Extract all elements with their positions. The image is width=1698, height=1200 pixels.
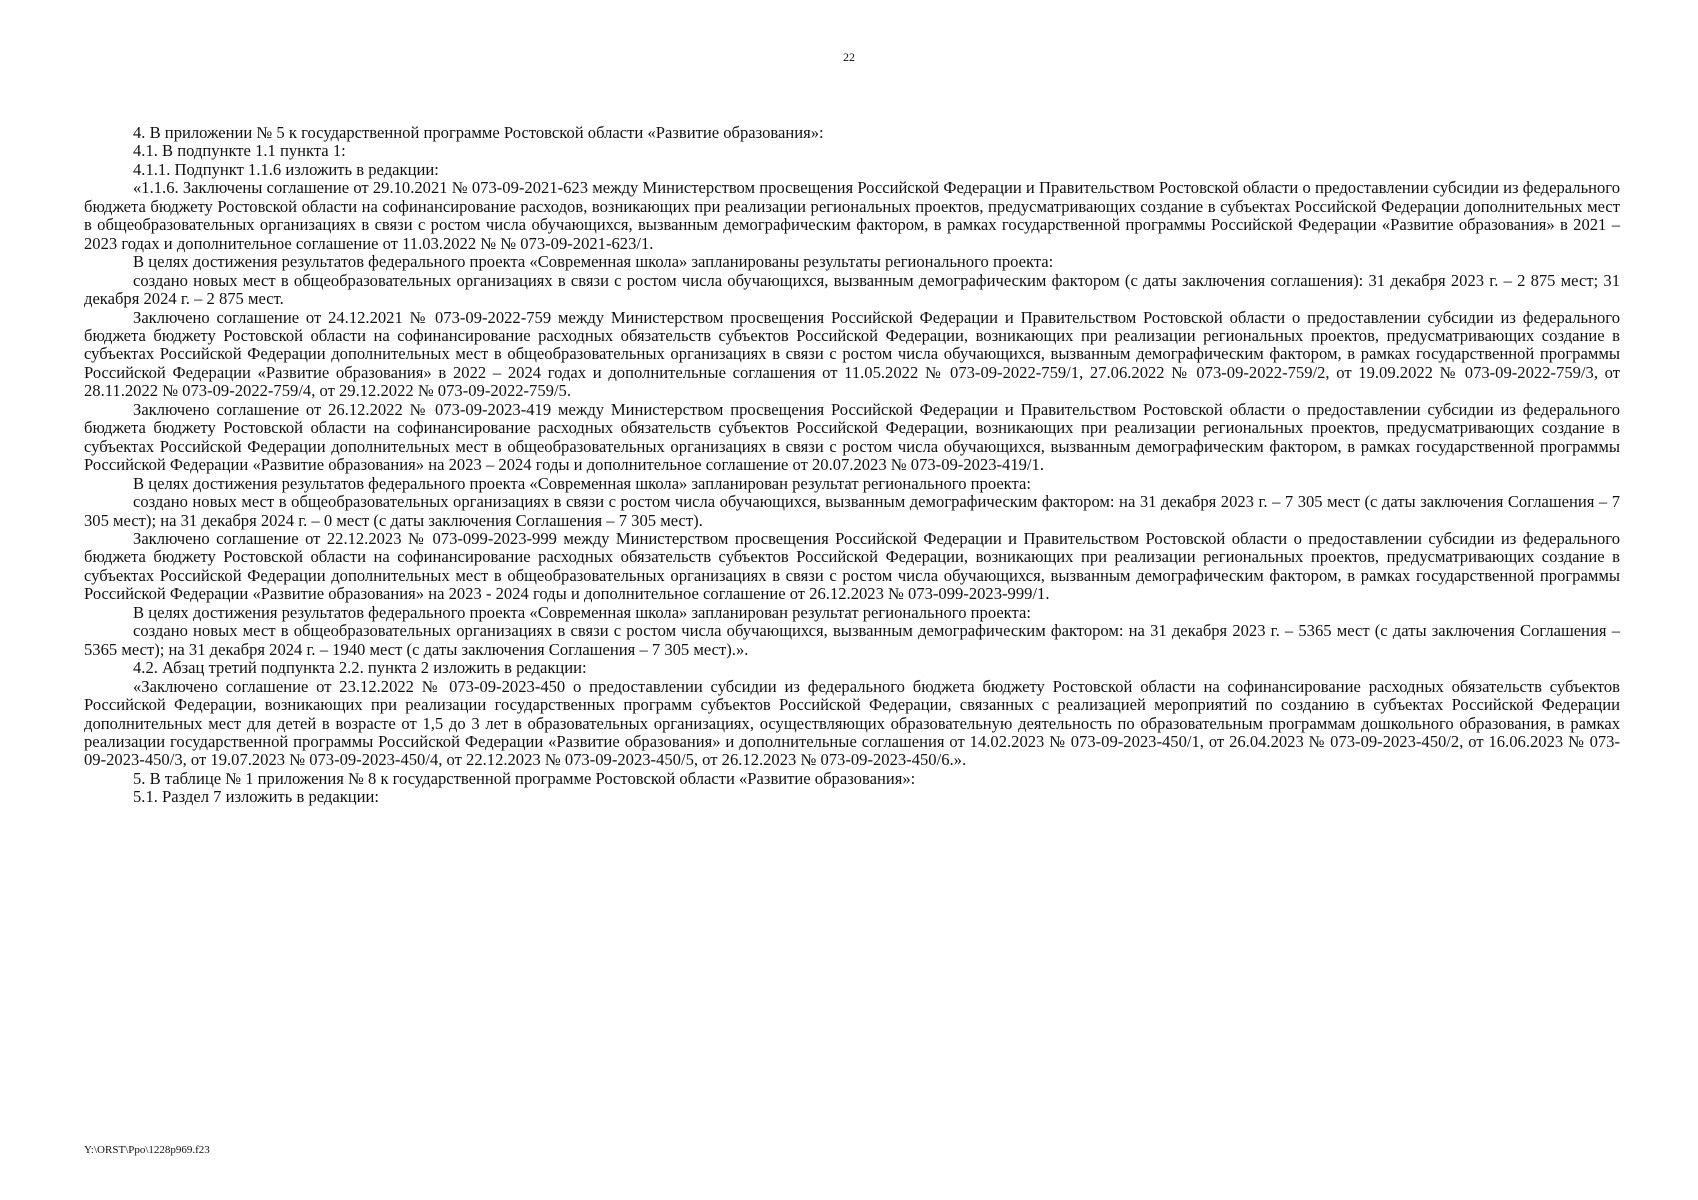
paragraph: создано новых мест в общеобразовательных организациях в связи с ростом числа обучающихся, вызванным демографическим фактором: на 31 декабря 2023 г. – 5365 мест (с даты заключения Соглашения – 5365 мест); на 31 декабря 2024 г. – 1940 мест (с даты заключения Соглашения – 7 305 мест).».	[84, 621, 1620, 659]
page-number: 22	[843, 50, 855, 64]
document-body	[84, 124, 1620, 807]
paragraph: Заключено соглашение от 24.12.2021 № 073-09-2022-759 между Министерством просвещения Российской Федерации и Правительством Ростовской области о предоставлении субсидии из федерального бюджета бюджету Ростовской области на софинансирование расходных обязательств субъектов Российской Федерации, возникающих при реализации региональных проектов, предусматривающих создание в субъектах Российской Федерации дополнительных мест в общеобразовательных организациях в связи с ростом числа обучающихся, вызванным демографическим фактором, в рамках государственной программы Российской Федерации «Развитие образования» в 2022 – 2024 годах и дополнительные соглашения от 11.05.2022 № 073-09-2022-759/1, 27.06.2022 № 073-09-2022-759/2, от 19.09.2022 № 073-09-2022-759/3, от 28.11.2022 № 073-09-2022-759/4, от 29.12.2022 № 073-09-2022-759/5.	[84, 307, 1620, 401]
paragraph: «Заключено соглашение от 23.12.2022 № 073-09-2023-450 о предоставлении субсидии из федерального бюджета бюджету Ростовской области на софинансирование расходных обязательств субъектов Российской Федерации, возникающих при реализации государственных программ субъектов Российской Федерации, связанных с реализацией мероприятий по созданию в субъектах Российской Федерации дополнительных мест для детей в возрасте от 1,5 до 3 лет в образовательных организациях, осуществляющих образовательную деятельность по образовательным программам дошкольного образования, в рамках реализации государственной программы Российской Федерации «Развитие образования» и дополнительные соглашения от 14.02.2023 № 073-09-2023-450/1, от 26.04.2023 № 073-09-2023-450/2, от 16.06.2023 № 073-09-2023-450/3, от 19.07.2023 № 073-09-2023-450/4, от 22.12.2023 № 073-09-2023-450/5, от 26.12.2023 № 073-09-2023-450/6.».	[84, 676, 1620, 770]
paragraph: В целях достижения результатов федерального проекта «Современная школа» запланирован результат регионального проекта:	[133, 473, 1031, 493]
paragraph: создано новых мест в общеобразовательных организациях в связи с ростом числа обучающихся, вызванным демографическим фактором: на 31 декабря 2023 г. – 7 305 мест (с даты заключения Соглашения – 7 305 мест); на 31 декабря 2024 г. – 0 мест (с даты заключения Соглашения – 7 305 мест).	[84, 492, 1620, 530]
paragraph: В целях достижения результатов федерального проекта «Современная школа» запланирован результат регионального проекта:	[133, 602, 1031, 622]
paragraph: 5.1. Раздел 7 изложить в редакции:	[133, 787, 380, 807]
paragraph: Заключено соглашение от 26.12.2022 № 073-09-2023-419 между Министерством просвещения Российской Федерации и Правительством Ростовской области о предоставлении субсидии из федерального бюджета бюджету Ростовской области на софинансирование расходных обязательств субъектов Российской Федерации, возникающих при реализации региональных проектов, предусматривающих создание в субъектах Российской Федерации дополнительных мест в общеобразовательных организациях в связи с ростом числа обучающихся, вызванным демографическим фактором, в рамках государственной программы Российской Федерации «Развитие образования» на 2023 – 2024 годы и дополнительное соглашение от 20.07.2023 № 073-09-2023-419/1.	[84, 399, 1620, 475]
paragraph: создано новых мест в общеобразовательных организациях в связи с ростом числа обучающихся, вызванным демографическим фактором (с даты заключения соглашения): 31 декабря 2023 г. – 2 875 мест; 31 декабря 2024 г. – 2 875 мест.	[84, 270, 1620, 309]
footer-file-path: Y:\ORST\Ppo\1228p969.f23	[84, 1144, 210, 1156]
paragraph: «1.1.6. Заключены соглашение от 29.10.2021 № 073-09-2021-623 между Министерством просвещения Российской Федерации и Правительством Ростовской области о предоставлении субсидии из федерального бюджета бюджету Ростовской области на софинансирование расходов, возникающих при реализации региональных проектов, предусматривающих создание в субъектах Российской Федерации дополнительных мест в общеобразовательных организациях в связи с ростом числа обучающихся, вызванным демографическим фактором, в рамках государственной программы Российской Федерации «Развитие образования» в 2021 – 2023 годах и дополнительное соглашение от 11.03.2022 № № 073-09-2021-623/1.	[84, 178, 1620, 253]
paragraph: 4.2. Абзац третий подпункта 2.2. пункта 2 изложить в редакции:	[133, 658, 587, 678]
paragraph: В целях достижения результатов федерального проекта «Современная школа» запланированы результаты регионального проекта:	[133, 252, 1054, 272]
paragraph: 4.1.1. Подпункт 1.1.6 изложить в редакции:	[133, 159, 439, 179]
paragraph: 4. В приложении № 5 к государственной программе Ростовской области «Развитие образования»:	[133, 123, 824, 142]
paragraph: 5. В таблице № 1 приложения № 8 к государственной программе Ростовской области «Развитие образования»:	[133, 768, 916, 788]
paragraph: 4.1. В подпункте 1.1 пункта 1:	[133, 141, 346, 161]
paragraph: Заключено соглашение от 22.12.2023 № 073-099-2023-999 между Министерством просвещения Российской Федерации и Правительством Ростовской области о предоставлении субсидии из федерального бюджета бюджету Ростовской области на софинансирование расходных обязательств субъектов Российской Федерации, возникающих при реализации региональных проектов, предусматривающих создание в субъектах Российской Федерации дополнительных мест в общеобразовательных организациях в связи с ростом числа обучающихся, вызванным демографическим фактором, в рамках государственной программы Российской Федерации «Развитие образования» на 2023 - 2024 годы и дополнительное соглашение от 26.12.2023 № 073-099-2023-999/1.	[84, 528, 1620, 604]
